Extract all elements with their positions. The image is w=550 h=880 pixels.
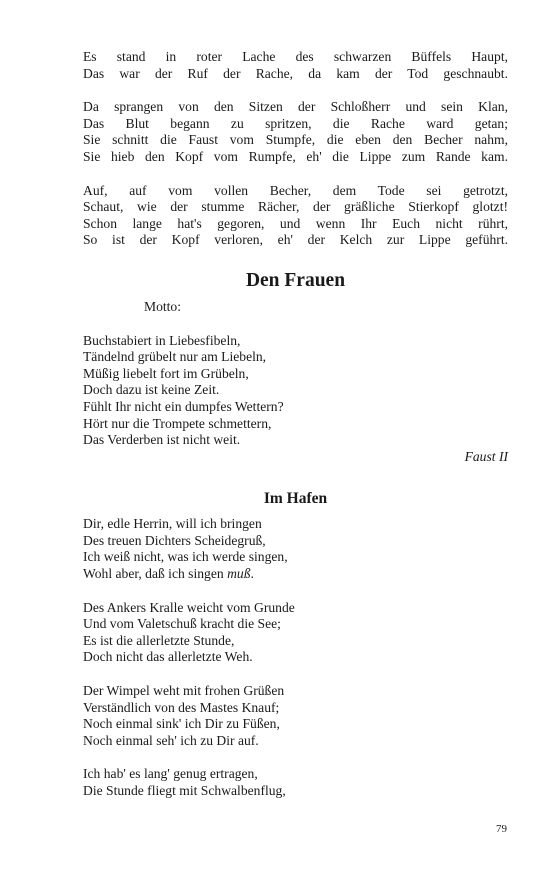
verse-punctuation: . [250,566,254,582]
verse-line: Noch einmal seh' ich zu Dir auf. [83,732,259,748]
verse-line: Müßig liebelt fort im Grübeln, [83,365,249,381]
verse-line: Das Verderben ist nicht weit. [83,432,241,448]
verse-line: Buchstabiert in Liebesfibeln, [83,332,241,348]
verse-line: Doch dazu ist keine Zeit. [83,382,220,398]
poem-title: Im Hafen [263,490,328,508]
verse-line: Tändelnd grübelt nur am Liebeln, [83,349,267,365]
stanza [83,183,508,249]
verse-line [83,566,508,583]
section-title: Den Frauen [245,269,346,291]
verse-line: Noch einmal sink' ich Dir zu Füßen, [83,716,280,732]
verse-line: Und vom Valetschuß kracht die See; [83,616,281,632]
verse-line: Es stand in roter Lache des schwarzen Büffels Haupt, [83,49,508,64]
verse-line: Schaut, wie der stumme Rächer, der gräßliche Stierkopf glotzt! [83,199,508,215]
page-number: 79 [496,823,507,835]
stanza [83,766,508,799]
verse-line: Dir, edle Herrin, will ich bringen [83,516,262,532]
verse-line: Die Stunde fliegt mit Schwalbenflug, [83,783,286,798]
verse-line: Der Wimpel weht mit frohen Grüßen [83,683,285,699]
verse-line: Schon lange hat's gegoren, und wenn Ihr Euch nicht rührt, [83,215,508,231]
motto-verse [83,333,508,449]
verse-line: Ich hab' es lang' genug ertragen, [83,766,258,782]
stanza [83,683,508,749]
verse-line: Des treuen Dichters Scheidegruß, [83,532,266,548]
verse-line: Da sprangen von den Sitzen der Schloßherr und sein Klan, [83,99,508,115]
verse-line: Fühlt Ihr nicht ein dumpfes Wettern? [83,398,284,414]
emphasized-word: muß [227,566,251,582]
stanza [83,600,508,666]
verse-line: Sie schnitt die Faust vom Stumpfe, die eben den Becher nahm, [83,132,508,148]
stanza [83,99,508,165]
verse-line: Auf, auf vom vollen Becher, dem Tode sei getrotzt, [83,182,508,198]
verse-line: Doch nicht das allerletzte Weh. [83,649,253,665]
verse-line: Ich weiß nicht, was ich werde singen, [83,549,288,565]
motto-label: Motto: [144,298,182,314]
stanza [83,49,508,82]
verse-line: Das Blut begann zu spritzen, die Rache ward getan; [83,115,508,131]
verse-line: So ist der Kopf verloren, eh' der Kelch zur Lippe geführt. [83,232,508,248]
verse-line: Das war der Ruf der Rache, da kam der Tod geschnaubt. [83,65,508,81]
verse-line: Hört nur die Trompete schmettern, [83,415,272,431]
verse-line: Verständlich von des Mastes Knauf; [83,699,280,715]
verse-text: Wohl aber, daß ich singen [83,566,228,582]
stanza [83,516,508,582]
page-content [83,49,508,817]
motto-attribution: Faust II [464,448,508,464]
verse-line: Sie hieb den Kopf vom Rumpfe, eh' die Lippe zum Rande kam. [83,148,508,164]
verse-line: Es ist die allerletzte Stunde, [83,632,235,648]
verse-line: Des Ankers Kralle weicht vom Grunde [83,599,295,615]
